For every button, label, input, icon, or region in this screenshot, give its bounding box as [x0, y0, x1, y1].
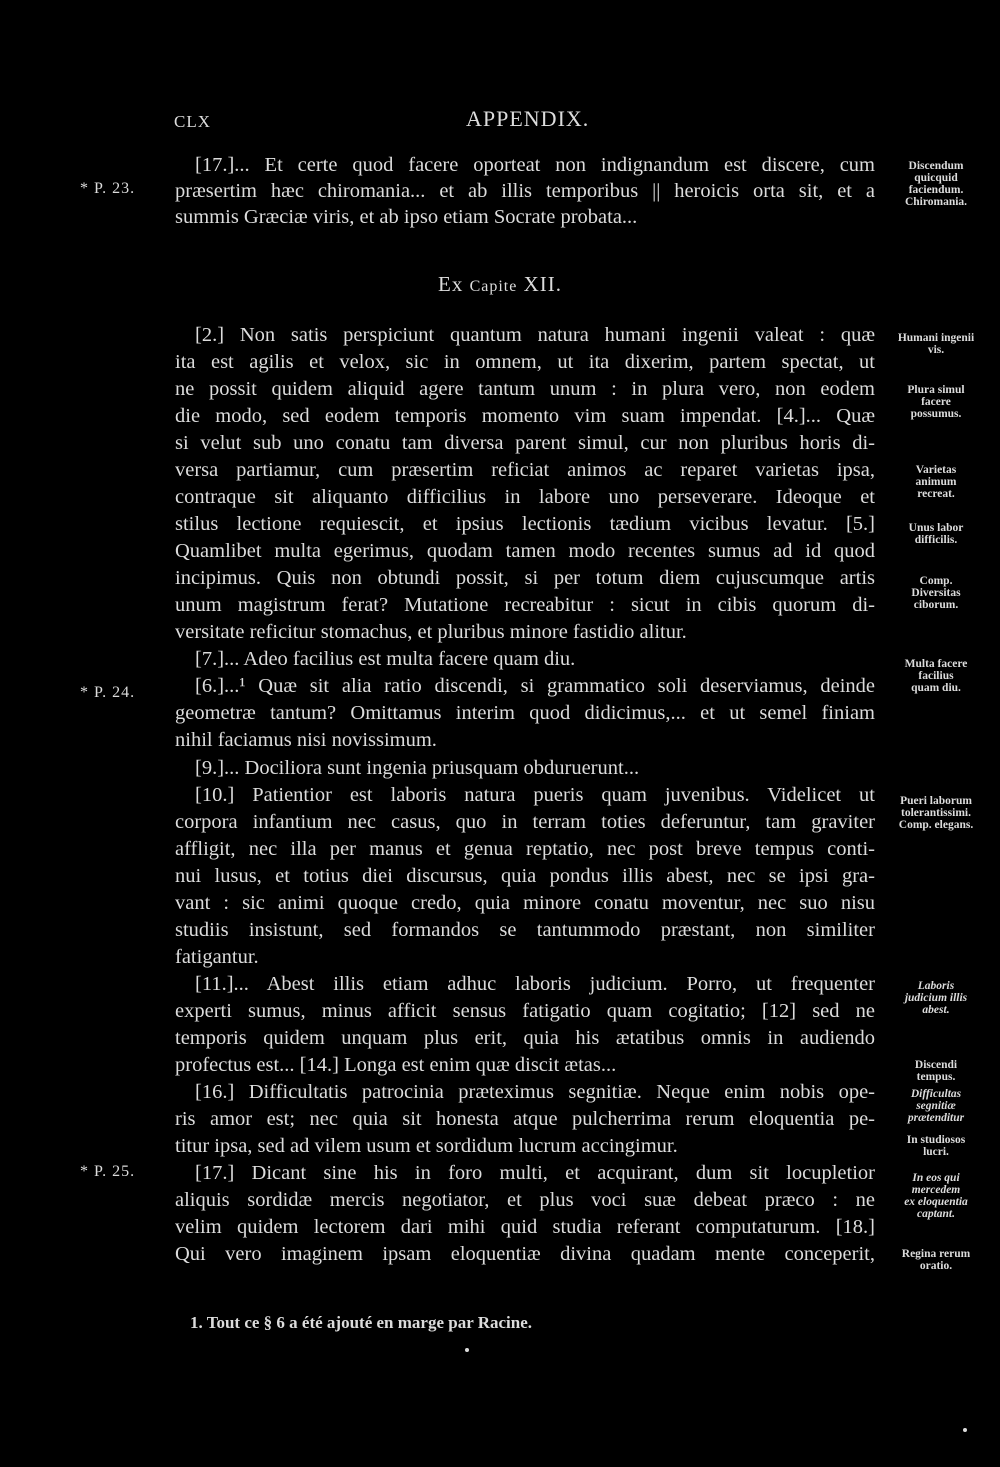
margin-note-line: recreat.: [917, 488, 955, 500]
margin-note-line: Discendi: [914, 1059, 958, 1071]
text-line: corpora infantium nec casus, quo in terram toties deferuntur, tam graviter: [175, 811, 875, 833]
margin-note: [880, 1172, 992, 1220]
margin-note-line: facere: [921, 396, 951, 408]
margin-note-line: quicquid: [914, 172, 958, 184]
margin-note-line: lucri.: [923, 1146, 949, 1158]
text-line: fatigantur.: [175, 946, 259, 968]
text-line: ne possit quidem aliquid agere tantum unum : in plura vero, non eodem: [175, 378, 875, 400]
text-line: profectus est... [14.] Longa est enim quæ discit ætas...: [175, 1054, 617, 1076]
margin-note-line: tolerantissimi.: [901, 807, 971, 819]
margin-note-line: Regina rerum: [901, 1248, 971, 1260]
text-line: [10.] Patientior est laboris natura pueris quam juvenibus. Videlicet ut: [195, 784, 875, 806]
margin-note-line: oratio.: [919, 1260, 953, 1272]
text-line: incipimus. Quis non obtundi possit, si per totum diem cujuscumque artis: [175, 567, 875, 589]
margin-note-line: tempus.: [916, 1071, 956, 1083]
text-line: præsertim hæc chiromania... et ab illis temporibus || heroicis orta sit, et a: [175, 180, 875, 202]
text-line: [9.]... Dociliora sunt ingenia priusquam obduruerunt...: [195, 757, 640, 779]
margin-note-line: Difficultas: [910, 1088, 962, 1100]
text-line: [16.] Difficultatis patrocinia præteximus segnitiæ. Neque enim nobis ope-: [195, 1081, 875, 1103]
text-line: Qui vero imaginem ipsam eloquentiæ divina quadam mente conceperit,: [175, 1243, 875, 1265]
page-reference: * P. 24.: [80, 684, 136, 701]
margin-note-line: Varietas: [915, 464, 957, 476]
margin-note: [880, 658, 992, 694]
margin-note-line: possumus.: [910, 408, 962, 420]
margin-note: [880, 575, 992, 611]
text-line: die modo, sed eodem temporis momento vim suam impendat. [4.]... Quæ: [175, 405, 875, 427]
text-line: nihil faciamus nisi novissimum.: [175, 729, 437, 751]
text-line: experti sumus, minus afficit sensus fatigatio quam cogitatio; [12] sed ne: [175, 1000, 875, 1022]
margin-note-line: ex eloquentia: [904, 1196, 968, 1208]
margin-note-line: Comp. elegans.: [898, 819, 974, 831]
text-line: ita est agilis et velox, sic in omnem, ut ita dixerim, partem spectat, ut: [175, 351, 875, 373]
running-title: APPENDIX.: [466, 106, 590, 131]
margin-note: [880, 464, 992, 500]
page-reference: * P. 23.: [80, 180, 136, 197]
margin-note-line: mercedem: [911, 1184, 961, 1196]
margin-note: [880, 332, 992, 356]
footnote: 1. Tout ce § 6 a été ajouté en marge par Racine.: [190, 1313, 532, 1332]
text-line: studiis insistunt, sed formandos se tantummodo præstant, non similiter: [175, 919, 875, 941]
text-line: summis Græciæ viris, et ab ipso etiam Socrate probata...: [175, 206, 638, 228]
text-line: aliquis sordidæ mercis negotiator, et plus voci suæ debeat præco : ne: [175, 1189, 875, 1211]
margin-note-line: In studiosos: [906, 1134, 966, 1146]
section-title-number: XII.: [517, 272, 562, 296]
text-line: affligit, nec illa per manus et genua reptatio, nec post breve tempus conti-: [175, 838, 875, 860]
margin-note-line: quam diu.: [911, 682, 961, 694]
text-line: [17.]... Et certe quod facere oporteat non indignandum est discere, cum: [195, 154, 875, 176]
margin-note-line: judicium illis: [904, 992, 968, 1004]
margin-note-line: Diversitas: [911, 587, 961, 599]
margin-note: [880, 160, 992, 208]
text-line: velim quidem lectorem dari mihi quid studia referant computaturum. [18.]: [175, 1216, 875, 1238]
margin-note-line: captant.: [916, 1208, 955, 1220]
text-line: geometræ tantum? Omittamus interim quod didicimus,... et ut semel finiam: [175, 702, 875, 724]
margin-note-line: abest.: [922, 1004, 950, 1016]
margin-note-line: vis.: [927, 344, 945, 356]
text-line: versa partiamur, cum præsertim reficiat animos ac reparet varietas ipsa,: [175, 459, 875, 481]
text-line: [17.] Dicant sine his in foro multi, et acquirant, dum sit locupletior: [195, 1162, 875, 1184]
section-title-caps: Capite: [469, 278, 518, 295]
section-title: [0, 272, 1000, 297]
margin-note: [880, 522, 992, 546]
margin-note-line: animum: [915, 476, 957, 488]
margin-note-line: Laboris: [917, 980, 955, 992]
text-line: stilus lectione requiescit, et ipsius lectionis tædium vicibus levatur. [5.]: [175, 513, 875, 535]
text-line: ris amor est; nec quia sit honesta atque pulcherrima rerum eloquentia pe-: [175, 1108, 875, 1130]
margin-note: [880, 384, 992, 420]
text-line: si velut sub uno conatu tam diversa parent simul, cur non pluribus horis di-: [175, 432, 875, 454]
margin-note-line: Humani ingenii: [897, 332, 975, 344]
margin-note-line: difficilis.: [914, 534, 958, 546]
page-header: [0, 106, 1000, 136]
margin-note-line: segnitiæ: [916, 1100, 956, 1112]
text-line: titur ipsa, sed ad vilem usum et sordidum lucrum accingimur.: [175, 1135, 678, 1157]
text-line: Quamlibet multa egerimus, quodam tamen modo recentes sumus ad id quod: [175, 540, 875, 562]
page-reference: * P. 25.: [80, 1163, 136, 1180]
stray-dot: [963, 1428, 967, 1432]
margin-note-line: Plura simul: [907, 384, 965, 396]
margin-note-line: ciborum.: [913, 599, 959, 611]
section-title-prefix: Ex: [438, 272, 470, 296]
text-line: temporis quidem unquam plus erit, quia his ætatibus omnis in audiendo: [175, 1027, 875, 1049]
text-line: vant : sic animi quoque credo, quia minore conatu moventur, nec suo nisu: [175, 892, 875, 914]
stray-dot: [465, 1348, 469, 1352]
text-line: contraque sit aliquanto difficilius in labore uno perseverare. Ideoque et: [175, 486, 875, 508]
margin-note: [880, 980, 992, 1016]
margin-note-line: Unus labor: [908, 522, 964, 534]
margin-note-line: Chiromania.: [904, 196, 968, 208]
text-line: [2.] Non satis perspiciunt quantum natura humani ingenii valeat : quæ: [195, 324, 875, 346]
margin-note: [880, 795, 992, 831]
margin-note-line: faciendum.: [908, 184, 964, 196]
text-line: [6.]...¹ Quæ sit alia ratio discendi, si grammatico soli deserviamus, deinde: [195, 675, 875, 697]
margin-note-line: Comp.: [919, 575, 953, 587]
margin-note-line: Pueri laborum: [900, 795, 972, 807]
folio-number: CLX: [174, 112, 211, 131]
margin-note-line: In eos qui: [912, 1172, 960, 1184]
margin-note: [880, 1134, 992, 1158]
text-line: versitate reficitur stomachus, et pluribus minore fastidio alitur.: [175, 621, 687, 643]
margin-note-line: prætenditur: [907, 1112, 965, 1124]
margin-note-line: facilius: [918, 670, 954, 682]
text-line: [11.]... Abest illis etiam adhuc laboris judicium. Porro, ut frequenter: [195, 973, 875, 995]
text-line: nui lusus, et totius diei discursus, quia pondus illis abest, nec se ipsi gra-: [175, 865, 875, 887]
text-line: unum magistrum ferat? Mutatione recreabitur : sicut in cibis quorum di-: [175, 594, 875, 616]
margin-note: [880, 1088, 992, 1124]
margin-note: [880, 1248, 992, 1272]
margin-note-line: Multa facere: [904, 658, 968, 670]
text-line: [7.]... Adeo facilius est multa facere quam diu.: [195, 648, 576, 670]
margin-note: [880, 1059, 992, 1083]
margin-note-line: Discendum: [908, 160, 964, 172]
